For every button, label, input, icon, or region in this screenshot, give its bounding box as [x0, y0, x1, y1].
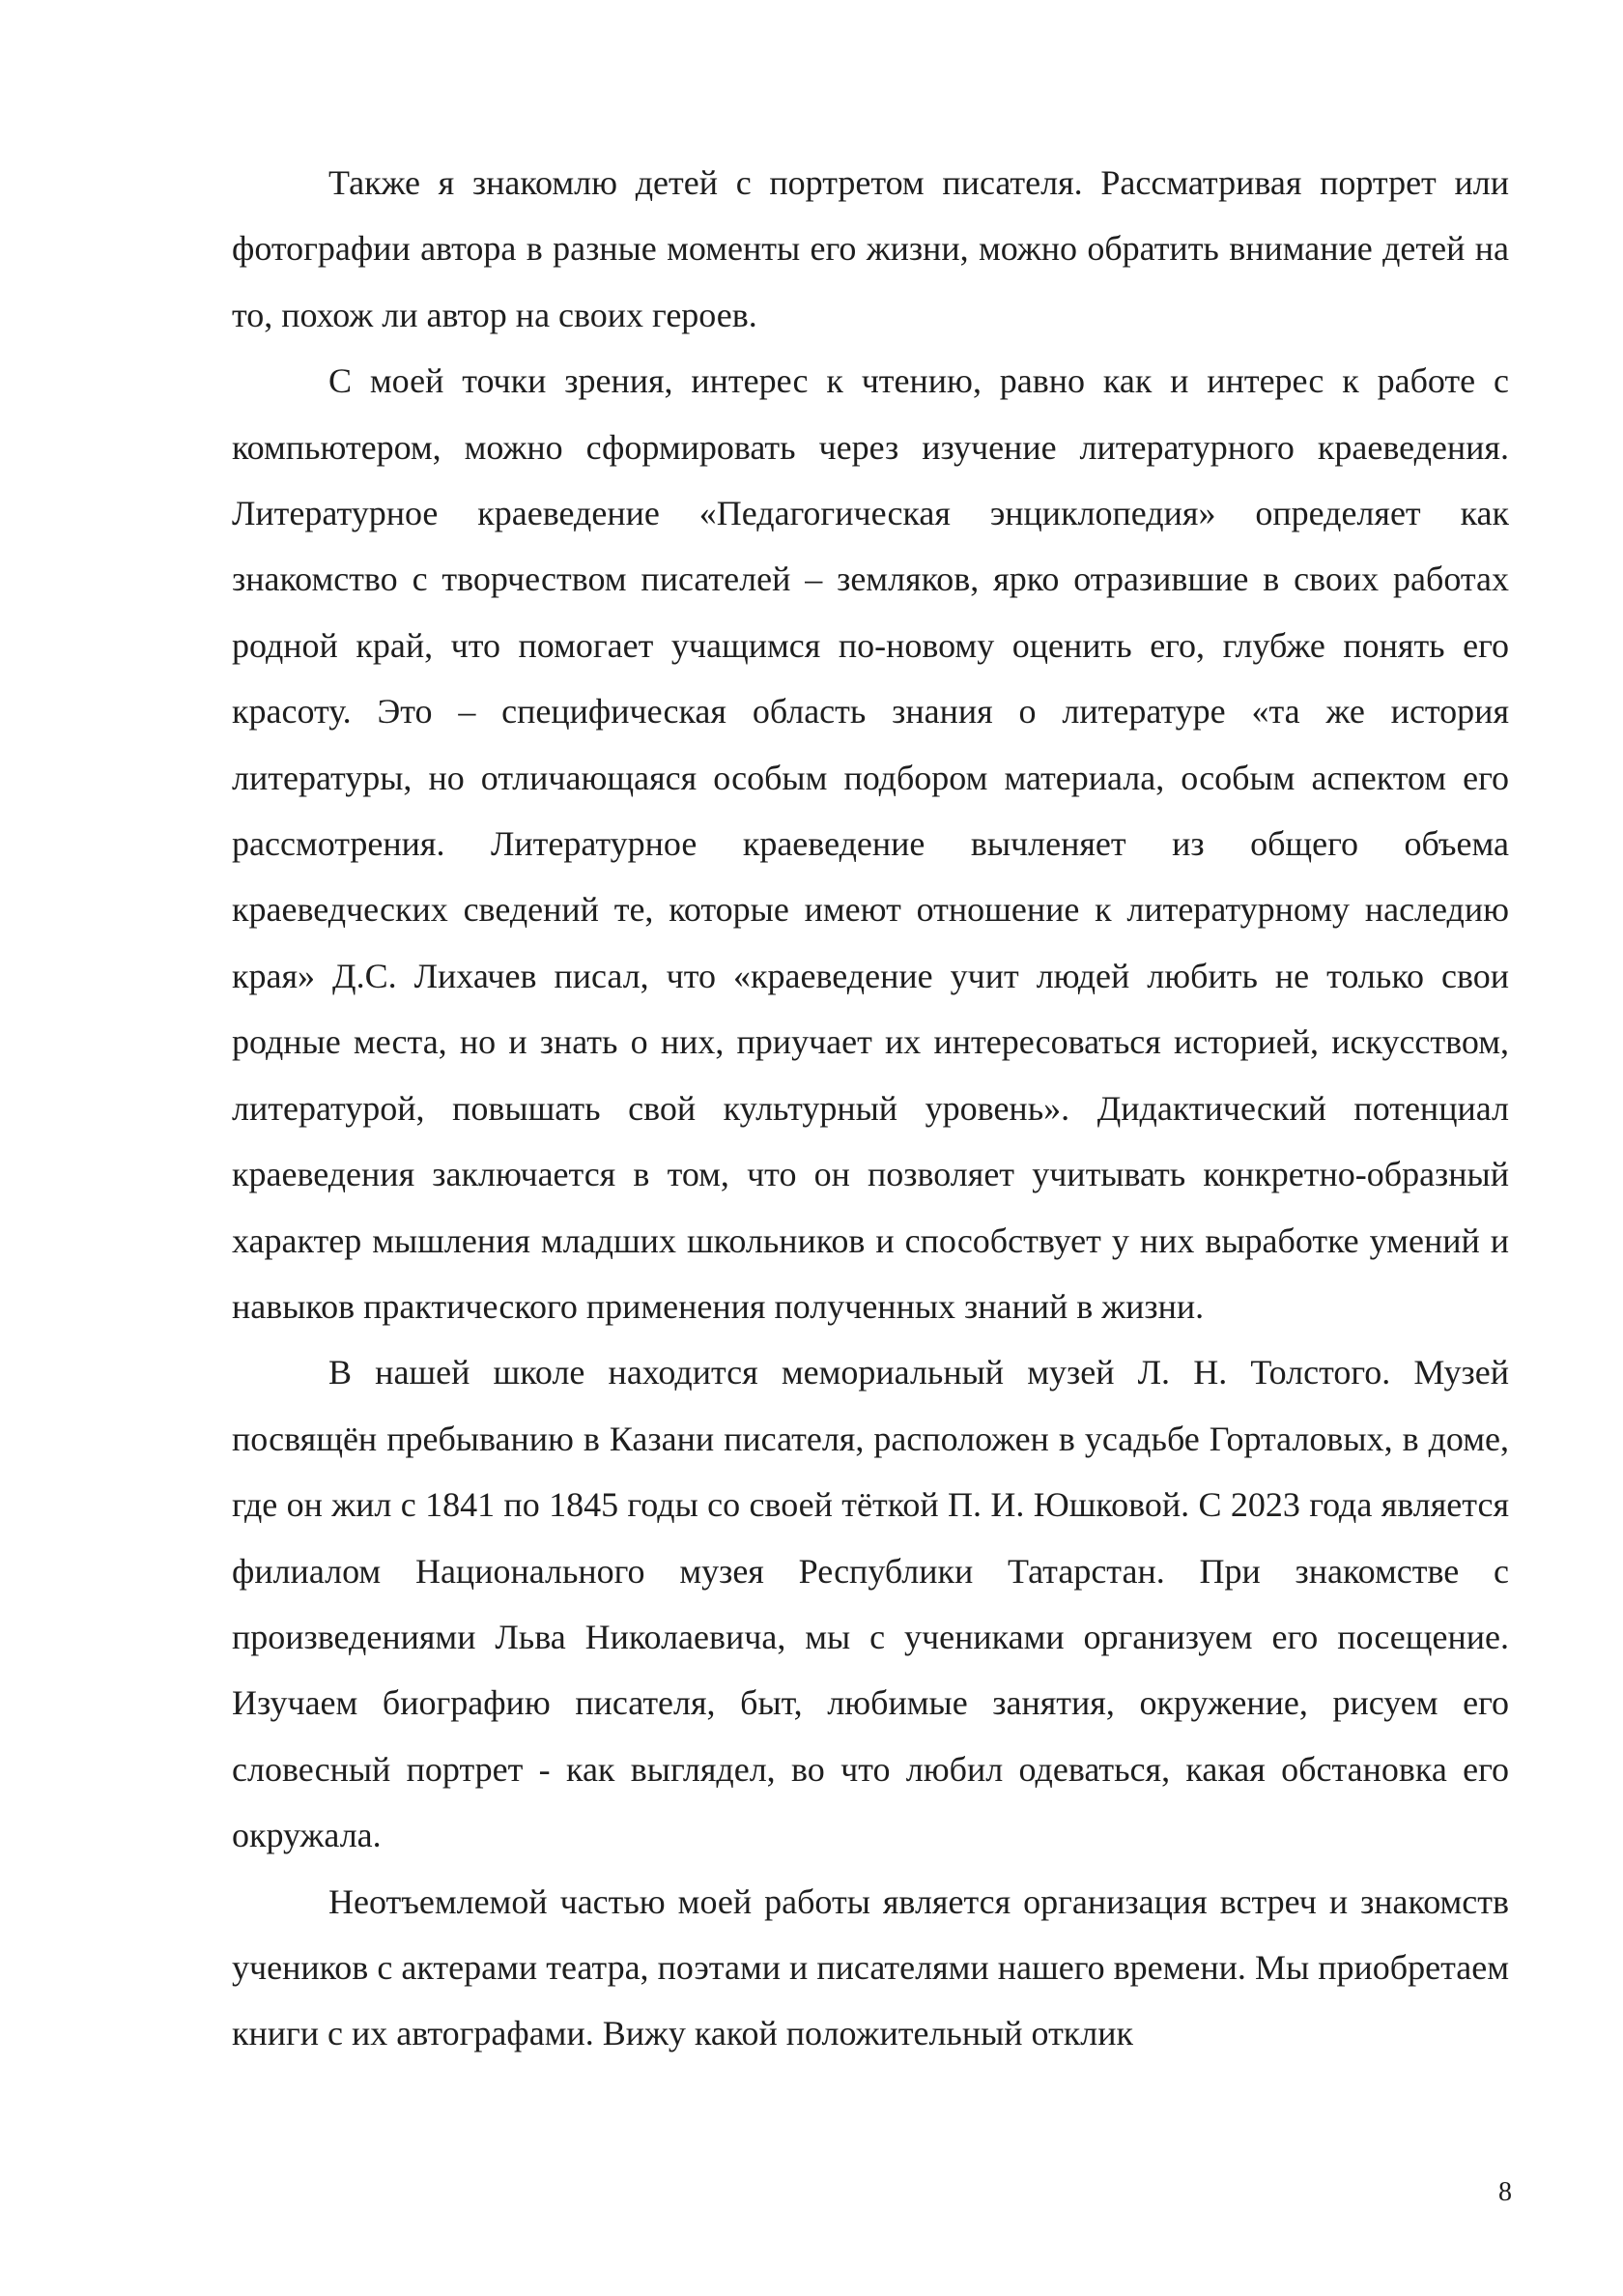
paragraph-meetings-with-authors: Неотъемлемой частью моей работы является организация встреч и знакомств учеников с актерами театра, поэтами и писателями нашего времени. Мы приобретаем книги с их автографами. Вижу какой положительный отклик — [232, 1881, 1509, 2053]
paragraph-author-portrait: Также я знакомлю детей с портретом писателя. Рассматривая портрет или фотографии автора в разные моменты его жизни, можно обратить внимание детей на то, похож ли автор на своих героев. — [232, 163, 1509, 334]
page-number: 8 — [1498, 2177, 1512, 2207]
body-text — [232, 150, 1509, 2067]
paragraph-tolstoy-museum: В нашей школе находится мемориальный музей Л. Н. Толстого. Музей посвящён пребыванию в Казани писателя, расположен в усадьбе Горталовых, в доме, где он жил с 1841 по 1845 годы со своей тёткой П. И. Юшковой. С 2023 года является филиалом Национального музея Республики Татарстан. При знакомстве с произведениями Льва Николаевича, мы с учениками организуем его посещение. Изучаем биографию писателя, быт, любимые занятия, окружение, рисуем его словесный портрет - как выглядел, во что любил одеваться, какая обстановка его окружала. — [232, 1353, 1509, 1855]
paragraph-literary-local-history: С моей точки зрения, интерес к чтению, равно как и интерес к работе с компьютером, можно сформировать через изучение литературного краеведения. Литературное краеведение «Педагогическая энциклопедия» определяет как знакомство с творчеством писателей – земляков, ярко отразившие в своих работах родной край, что помогает учащимся по-новому оценить его, глубже понять его красоту. Это – специфическая область знания о литературе «та же история литературы, но отличающаяся особым подбором материала, особым аспектом его рассмотрения. Литературное краеведение вычленяет из общего объема краеведческих сведений те, которые имеют отношение к литературному наследию края» Д.С. Лихачев писал, что «краеведение учит людей любить не только свои родные места, но и знать о них, приучает их интересоваться историей, искусством, литературой, повышать свой культурный уровень». Дидактический потенциал краеведения заключается в том, что он позволяет учитывать конкретно-образный характер мышления младших школьников и способствует у них выработке умений и навыков практического применения полученных знаний в жизни. — [232, 361, 1509, 1326]
